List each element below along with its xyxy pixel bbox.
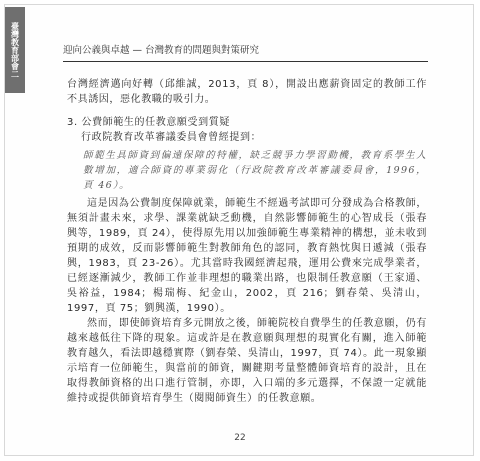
document-page	[4, 4, 474, 456]
spacer	[67, 107, 427, 113]
running-header: 迎向公義與卓越 — 台灣教育的問題與對策研究	[63, 45, 428, 62]
paragraph-3: 然而，即使師資培育多元開放之後，師範院校自費學生的任教意願，仍有越來越低往下降的現象。這或許是在教意願與理想的現實化有關，進入師範教育越久，看法即越穩實際（劉春榮、吳清山，1997，頁 74）。此一現象顯示培育一位師範生，與當前的師資，關鍵期考量整體師資培育的設計，且在取得教師資格的出口進行管制，亦即，入口端的多元選擇，不保證一定就能維持或提供師資培育學生（閱閱師資生）的任教意願。	[67, 318, 427, 404]
section-heading: 3. 公費師範生的任教意願受到質疑	[67, 117, 230, 128]
paragraph-intro: 台灣經濟邁向好轉（邱維誠，2013，頁 8），開設出應薪資固定的教師工作不具誘因，惡化教職的吸引力。	[67, 79, 427, 105]
page-number: 22	[234, 433, 246, 443]
chapter-side-tab: 臺灣教育部會二	[5, 7, 25, 93]
quote-lead-in: 行政院教育改革審議委員會曾經提到：	[81, 132, 262, 143]
paragraph-2: 這是因為公費制度保障就業，師範生不經過考試即可分發成為合格教師，無須計畫未來，求學、課業就缺乏動機，自然影響師範生的心智成長（張春興等，1989，頁 24），使得原先用以加強師範生專業精神的構想，並未收到預期的成效，反而影響師範生對教師角色的認同，教育熱忱與日遞減（張春興，1983，頁 23-26）。尤其當時我國經濟起飛，運用公費來完成學業者，已經逐漸減少，教師工作並非理想的職業出路，也限制任教意願（王家通、吳裕益，1984；楊瑞梅、紀金山，2002，頁 216；劉春榮、吳清山，1997，頁 75；劉興漢，1990）。	[67, 198, 427, 314]
body-text	[67, 77, 427, 406]
block-quote: 師範生具師資到偏遠保障的特權，缺乏競爭力學習動機，教育系學生人數增加，適合師資的專業弱化（行政院教育改革審議委員會，1996，頁 46）。	[83, 150, 427, 191]
